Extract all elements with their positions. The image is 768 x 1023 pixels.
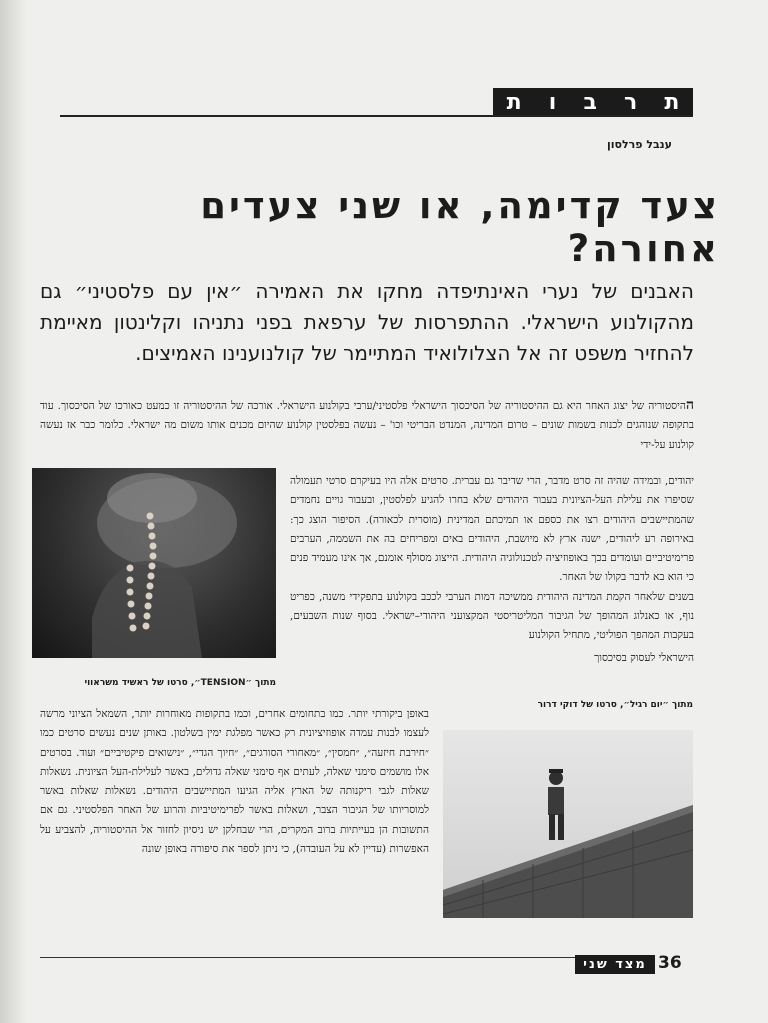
body-paragraph: הישראלי לעסוק בסיכסוך	[594, 652, 694, 664]
photo-regular-day	[443, 730, 693, 918]
body-paragraph: בשנים שלאחר הקמת המדינה היהודית ממשיכה דמות הערבי לככב בקולנוע בתפקידי משנה, כפריט נוף, או כאנלוג המהופך של הגיבור המליטריסטי המקצועני היהודי–ישראלי. בסוף שנות השבעים, בעקבות המהפך הפוליטי, מתחיל הקולנוע	[290, 590, 694, 642]
body-paragraph: יהודים, ובמידה שהיה זה סרט מדבר, הרי שדיבר גם עברית. סרטים אלה היו בעיקרם סרטי תעמולה שסיפרו את עלילת העל-הציונית בעבור היהודים שלא בחרו להגיע לפלסטין, ובעבור גויים נחמדים שהמתיישבים היהודים רצו את כספם או תמיכתם המדינית (מוסרית לכאורה). הסיפור הוצג כך: באירופה רע ליהודים, ישנה ארץ לא מיושבת, היהודים באים ומפריחים בה את השממה, הערבים פרימיטיביים ועומדים בכך באופוזיציה לטכנולוגיה היהודית. הייצוג מסולף אומנם, אך אינו מעמיד פנים כי הוא בא לדבר בקולו של האחר.	[290, 475, 694, 584]
body-column-right	[290, 472, 694, 646]
footer-rule	[40, 957, 652, 958]
section-letter: ת	[664, 89, 680, 115]
section-header	[493, 88, 693, 116]
body-column-right-lower	[440, 649, 694, 668]
page-number: 36	[658, 953, 682, 973]
section-letter: ו	[548, 89, 557, 115]
body-column-top	[40, 396, 694, 455]
body-paragraph: באופן ביקורתי יותר. כמו בתחומים אחרים, וכמו בתקופות מאוחרות יותר, השמאל הציוני מרשה לעצמו לבנות עמדה אופוזיציונית רק כאשר מפלגת ימין בשלטון. באותן שנים נעשים סרטים כמו ״חירבת חיזעה״, ״חמסין״, ״מאחורי הסורגים״, ״חיוך הגדי״, ״נישואים פיקטיביים״ ועוד. בסרטים אלו מושמים סימני שאלה, לעתים אף סימני שאלה גדולים, באשר לעלילת-העל הציונית. נשאלות שאלות לגבי ריקנותה של הארץ אליה הגיעו המתיישבים היהודים. נשאלות שאלות באשר למוסריותו של הגיבור הצבר, ושאלות באשר לפרימיטיביות והרוע של האחר הפלסטיני. גם אם התשובות הן בעייתיות ברוב המקרים, הרי שבחלקן יש ניסיון לחזור אל ההיסטוריה, להצביע על האפשרות (עדיין לא על העובדה), כי ניתן לספר את סיפורה באופן שונה	[40, 708, 429, 856]
page-shadow	[0, 0, 26, 1023]
body-column-left	[40, 705, 429, 859]
article-lede: האבנים של נערי האינתיפדה מחקו את האמירה ״אין עם פלסטיני״ גם מהקולנוע הישראלי. ההתפרסות של ערפאת בפני נתניהו וקלינטון מאיימת להחזיר משפט זה אל הצלולואיד המתיימר של קולנוענינו האמיצים.	[40, 279, 694, 365]
photo-caption-tension: מתוך ״TENSION״, סרטו של ראשיד משראווי	[84, 678, 276, 688]
photo-caption-regular-day: מתוך ״יום רגיל״, סרטו של דוקי דרור	[537, 700, 693, 710]
body-paragraph: ההיסטוריה של יצוג האחר היא גם ההיסטוריה של הסיכסוך הישראלי פלסטיני/ערבי בקולנוע הישראלי. אורכה של ההיסטוריה זו כמעט כאורכו של הסיכסוך. עוד בתקופה שנוהגים לכנות בשמות שונים – טרום המדינה, המנדט הבריטי וכו' – נעשה בפלסטין קולנוע שהיום מכנים אותו משום מה ישראלי. כלומר כבר אז נעשה קולנוע על-ידי	[40, 397, 694, 451]
man-on-wall-image	[443, 730, 693, 918]
section-letter: ב	[583, 89, 597, 115]
article-headline: צעד קדימה, או שני צעדים אחורה?	[200, 184, 720, 270]
footer-magazine-label: מצד שני	[575, 955, 655, 974]
section-letter: ת	[506, 89, 522, 115]
rosary-hands-image	[32, 468, 276, 658]
header-rule	[60, 115, 693, 117]
section-letter: ר	[624, 89, 638, 115]
author-byline: ענבל פרלסון	[606, 138, 672, 151]
drop-cap: ה	[685, 397, 694, 413]
photo-tension	[32, 468, 276, 658]
